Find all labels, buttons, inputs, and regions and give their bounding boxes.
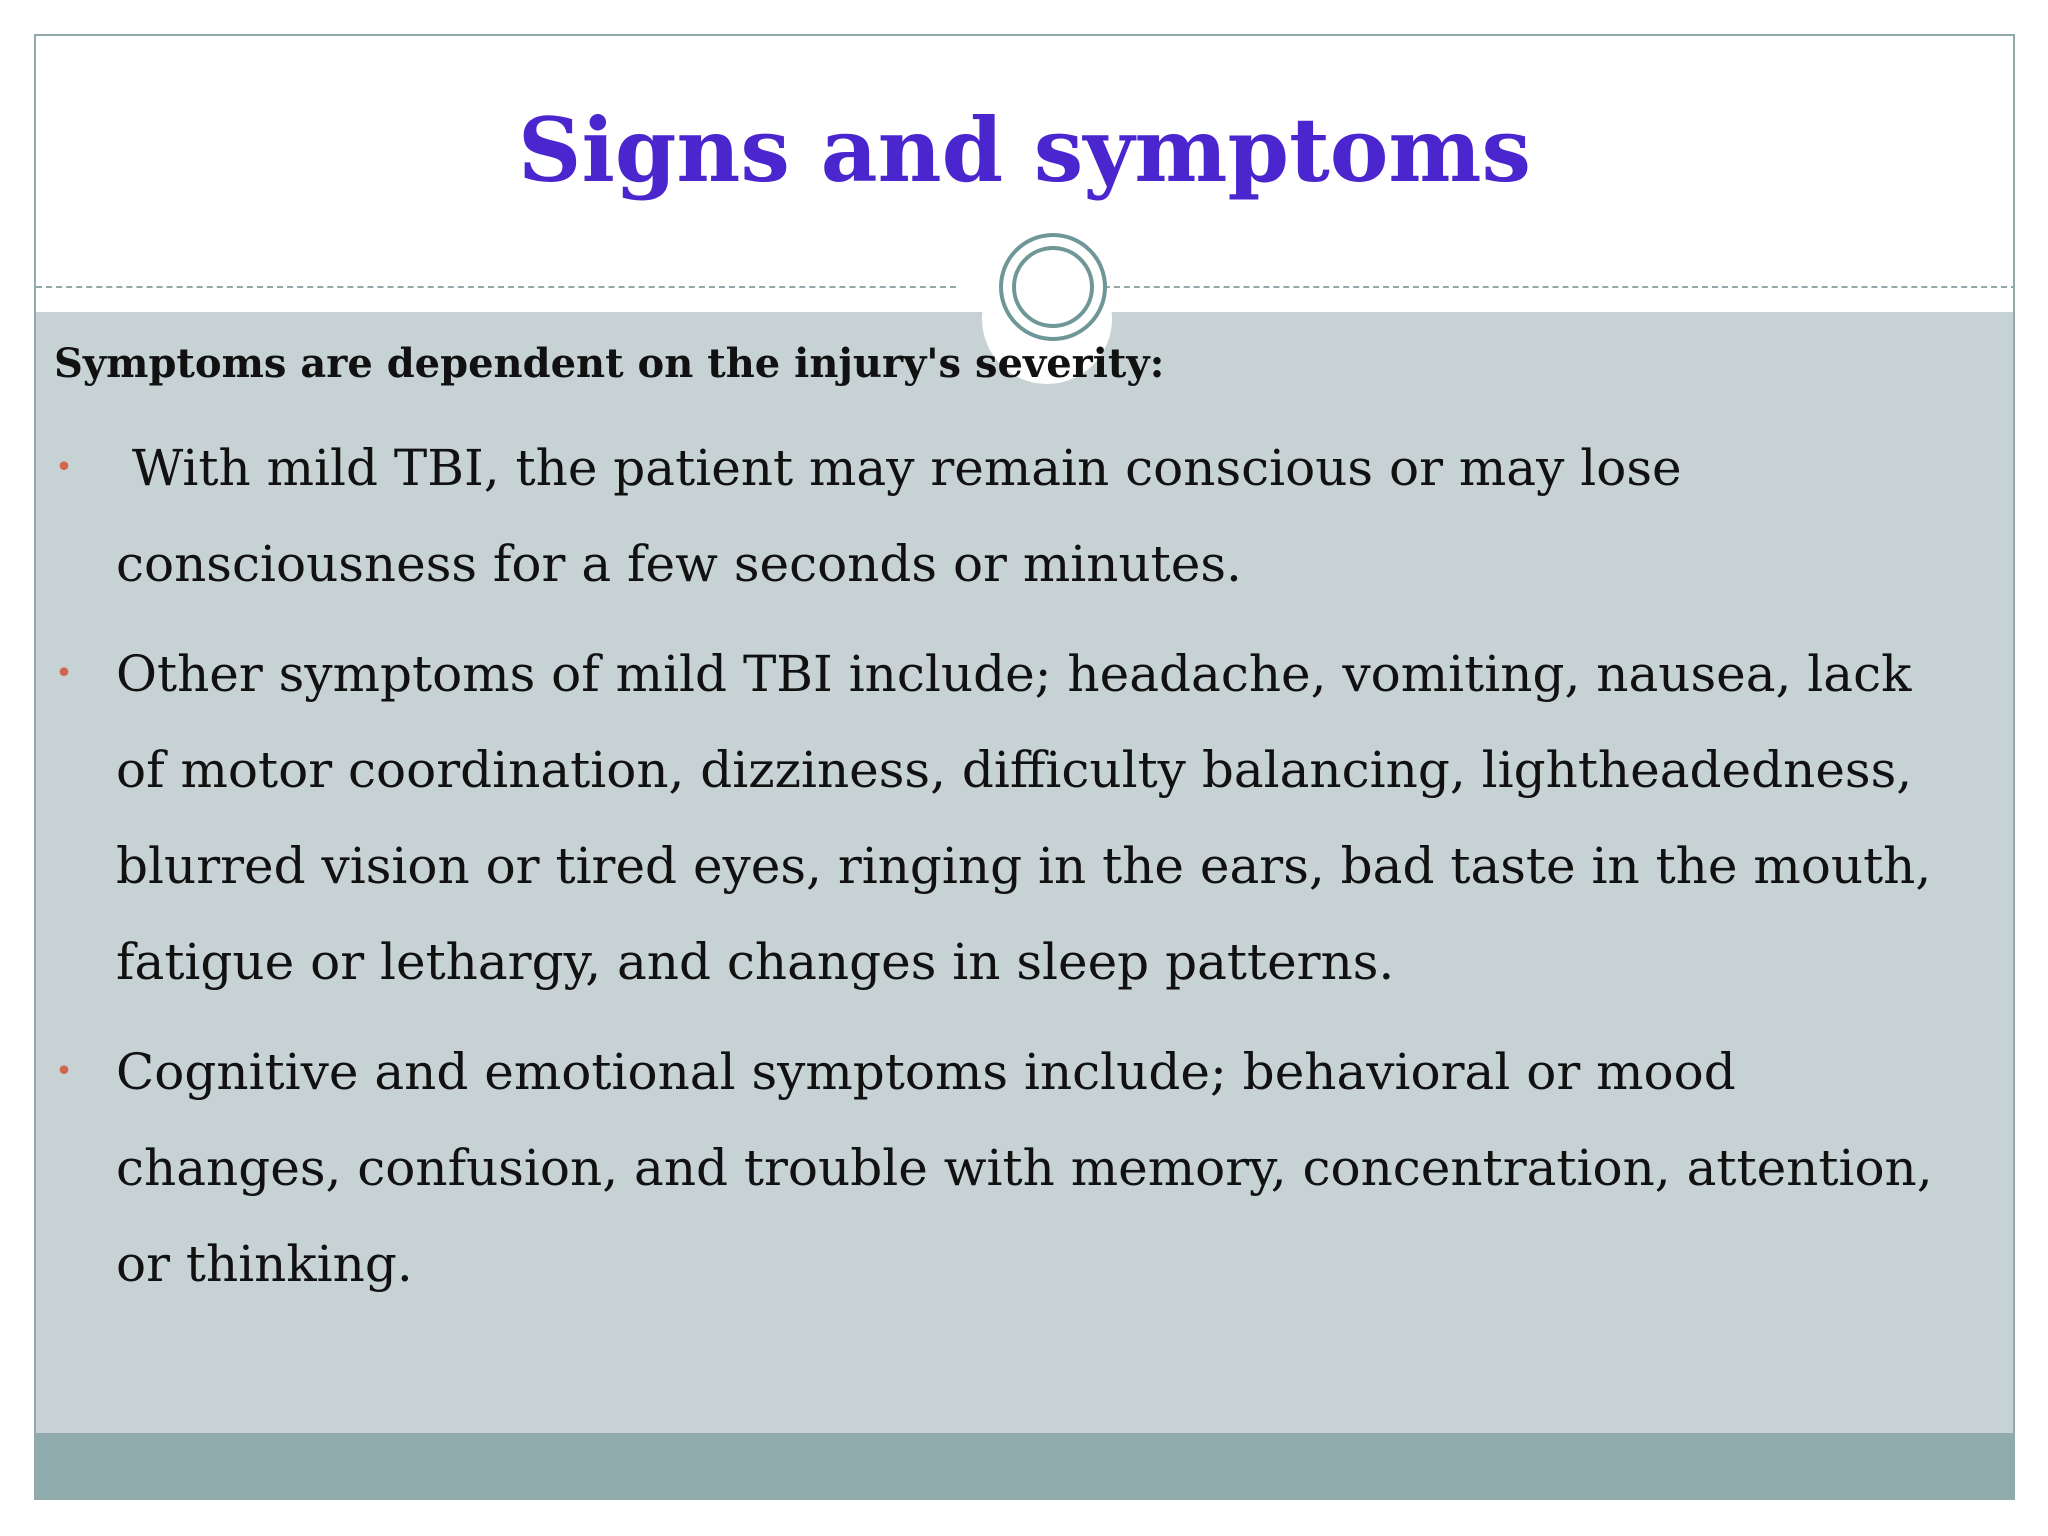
bullet-list xyxy=(54,420,1954,1326)
bullet-text: With mild TBI, the patient may remain conscious or may lose consciousness for a few seconds or minutes. xyxy=(116,439,1698,593)
bullet-item-cognitive-symptoms xyxy=(54,1024,1954,1312)
slide-title: Signs and symptoms xyxy=(517,98,1532,202)
title-divider-right xyxy=(1094,286,2015,288)
bullet-text: Cognitive and emotional symptoms include; behavioral or mood changes, confusion, and trouble with memory, concentration, attention, or thinking. xyxy=(116,1043,1933,1293)
bullet-text: Other symptoms of mild TBI include; headache, vomiting, nausea, lack of motor coordination, dizziness, difficulty balancing, lightheadedness, blurred vision or tired eyes, ringing in the ears, bad taste in the mouth, fatigue or lethargy, and changes in sleep patterns. xyxy=(116,645,1932,991)
footer-bar xyxy=(36,1433,2013,1500)
bullet-icon: • xyxy=(55,450,73,485)
title-divider-left xyxy=(36,286,956,288)
bullet-item-mild-tbi xyxy=(54,420,1954,612)
bullet-item-other-symptoms xyxy=(54,626,1954,1010)
bullet-icon: • xyxy=(55,656,73,691)
decorative-ring-inner-icon xyxy=(1012,246,1094,328)
bullet-icon: • xyxy=(55,1054,73,1089)
intro-text: Symptoms are dependent on the injury's severity: xyxy=(54,340,1165,387)
